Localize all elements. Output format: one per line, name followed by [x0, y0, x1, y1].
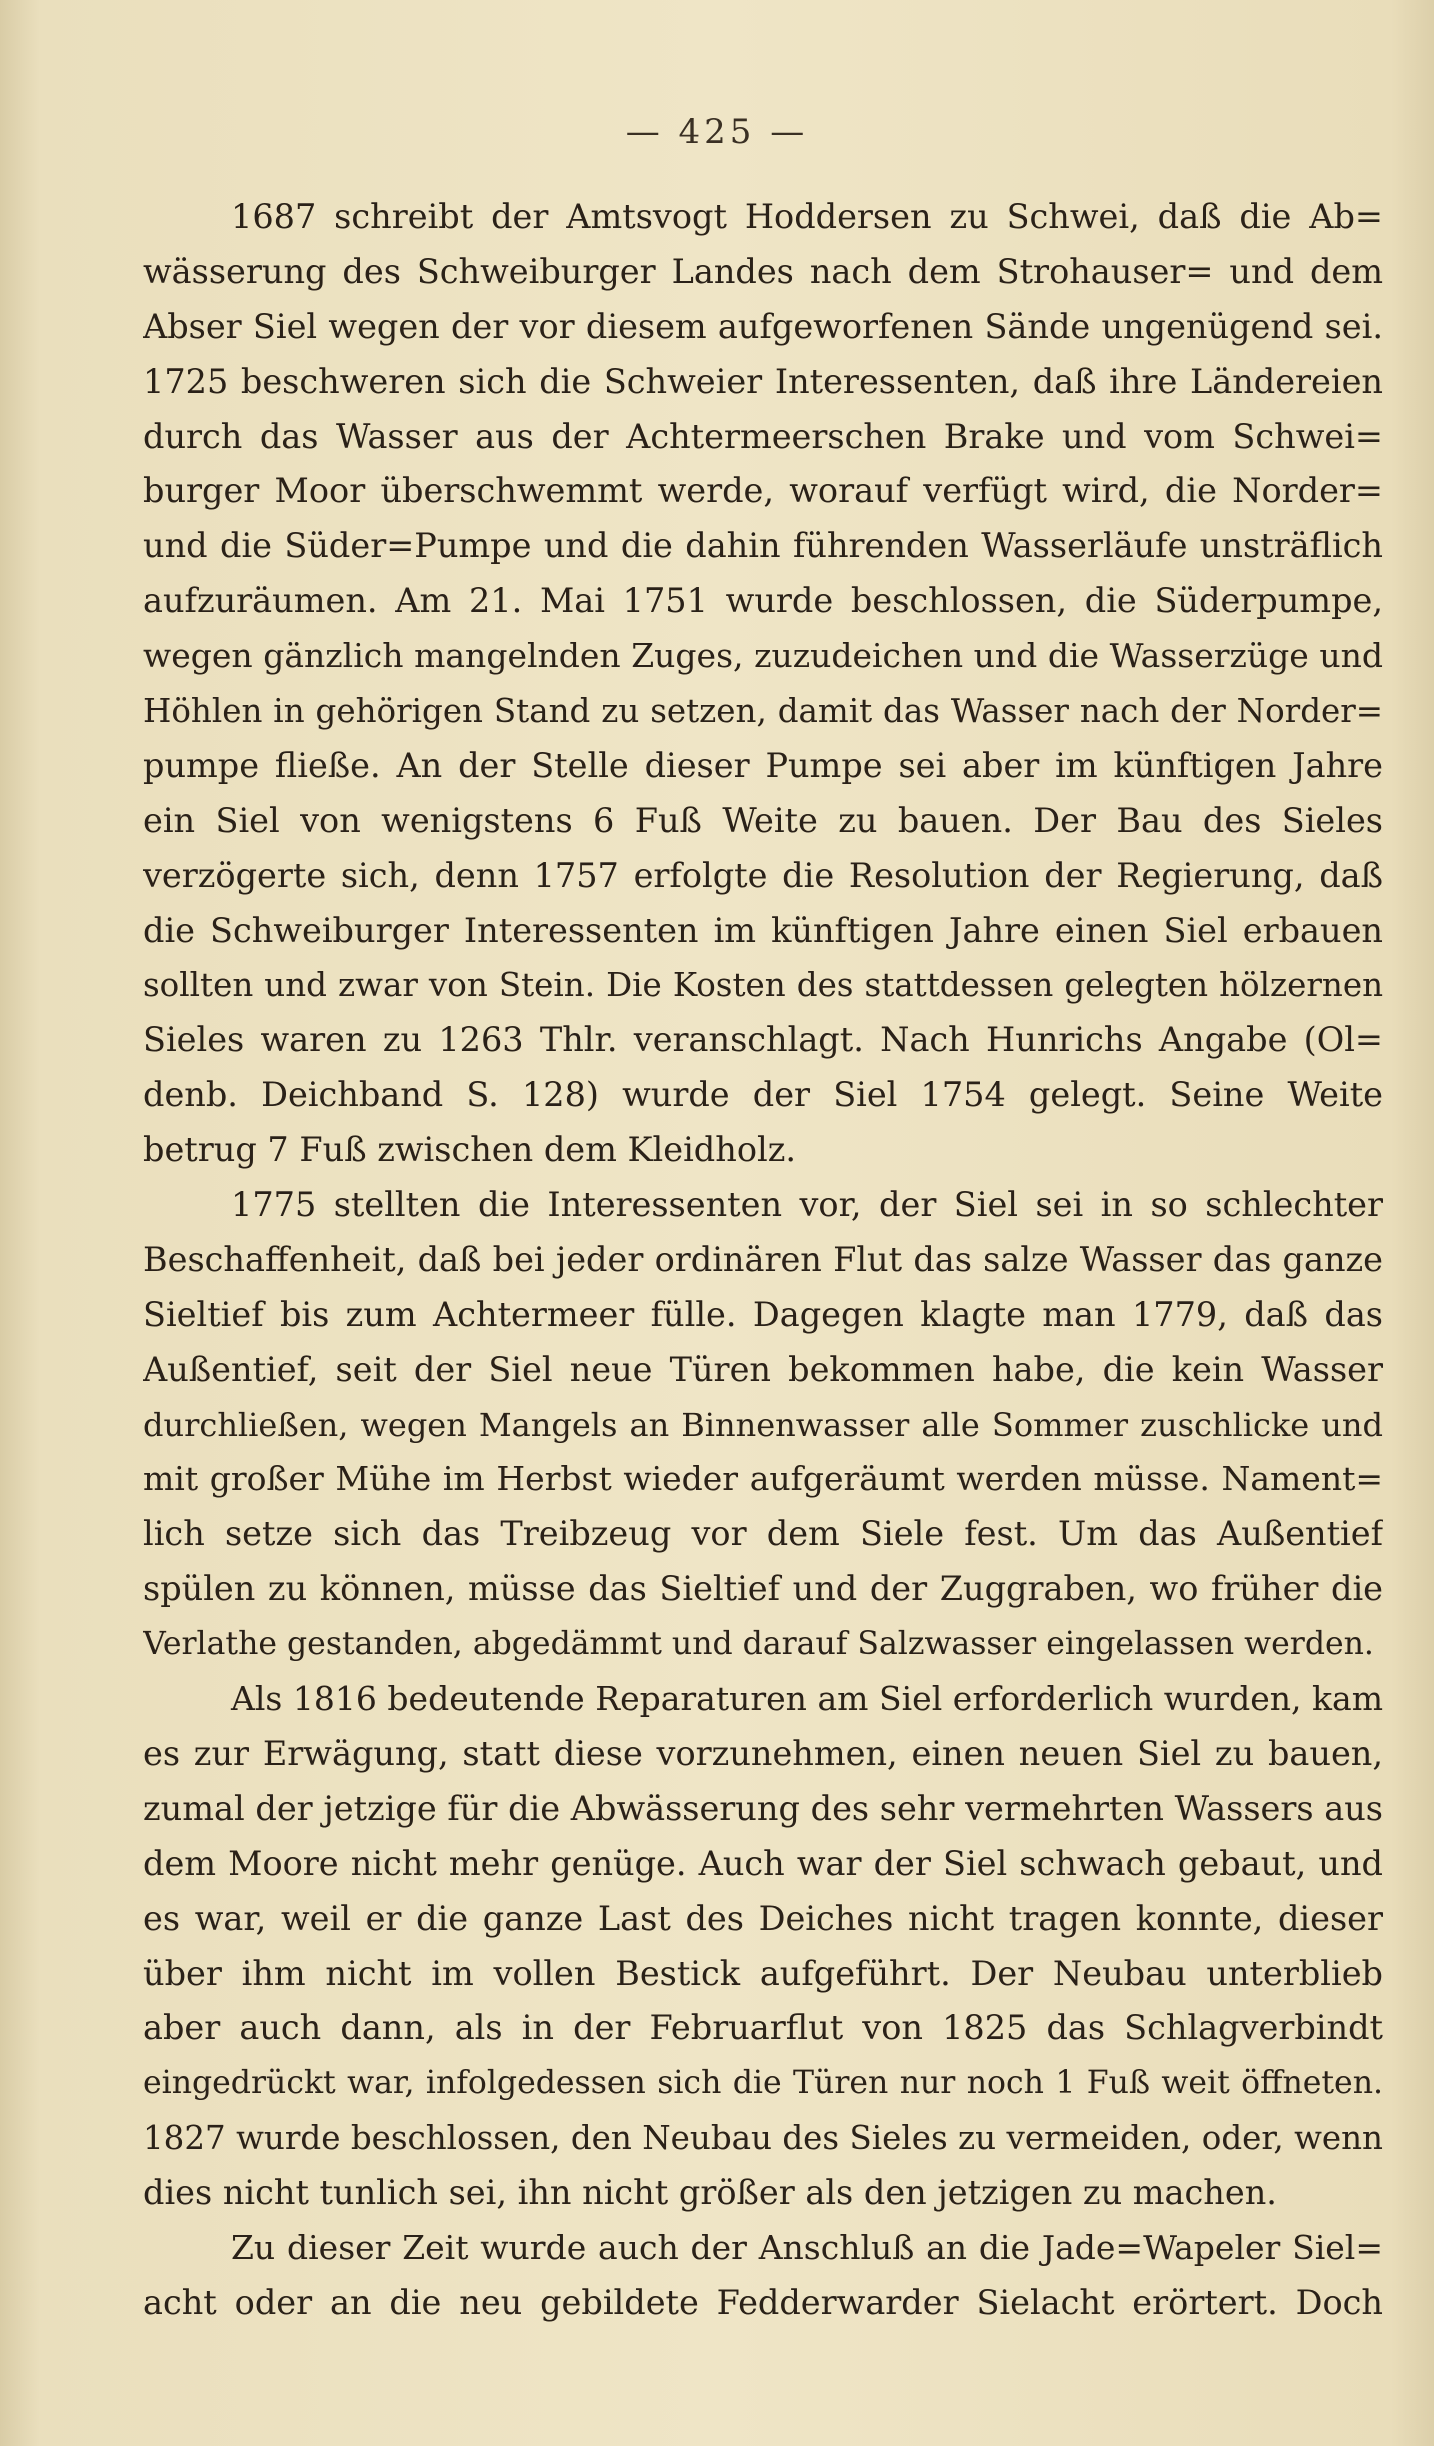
text-line: Außentief, seit der Siel neue Türen bekommen habe, die kein Wasser	[143, 1349, 1383, 1389]
text-line: spülen zu können, müsse das Sieltief und der Zuggraben, wo früher die	[143, 1569, 1383, 1609]
text-line: sollten und zwar von Stein. Die Kosten des stattdessen gelegten hölzernen	[143, 966, 1383, 1005]
text-line: dem Moore nicht mehr genüge. Auch war der Siel schwach gebaut, und	[143, 1843, 1383, 1883]
text-line: 1827 wurde beschlossen, den Neubau des Sieles zu vermeiden, oder, wenn	[143, 2119, 1383, 2158]
text-line: denb. Deichband S. 128) wurde der Siel 1754 gelegt. Seine Weite	[143, 1075, 1383, 1115]
text-line: es zur Erwägung, statt diese vorzunehmen, einen neuen Siel zu bauen,	[143, 1733, 1383, 1773]
text-line: Verlathe gestanden, abgedämmt und darauf Salzwasser eingelassen werden.	[143, 1626, 1374, 1663]
text-line: Höhlen in gehörigen Stand zu setzen, damit das Wasser nach der Norder=	[143, 692, 1383, 731]
text-line: Sieltief bis zum Achtermeer fülle. Dagegen klagte man 1779, daß das	[143, 1294, 1383, 1334]
text-line: pumpe fließe. An der Stelle dieser Pumpe sei aber im künftigen Jahre	[143, 745, 1383, 785]
text-line: und die Süder=Pumpe und die dahin führenden Wasserläufe unsträflich	[143, 526, 1383, 566]
page-number: — 425 —	[625, 112, 809, 152]
text-line: mit großer Mühe im Herbst wieder aufgeräumt werden müsse. Nament=	[143, 1459, 1383, 1499]
text-line: 1725 beschweren sich die Schweier Interessenten, daß ihre Ländereien	[143, 361, 1383, 401]
text-line: 1687 schreibt der Amtsvogt Hoddersen zu Schwei, daß die Ab=	[231, 197, 1383, 236]
text-line: wässerung des Schweiburger Landes nach dem Strohauser= und dem	[143, 251, 1383, 291]
text-line: burger Moor überschwemmt werde, worauf verfügt wird, die Norder=	[143, 471, 1383, 511]
text-line: dies nicht tunlich sei, ihn nicht größer als den jetzigen zu machen.	[143, 2173, 1277, 2213]
text-line: eingedrückt war, infolgedessen sich die Türen nur noch 1 Fuß weit öffneten.	[143, 2065, 1383, 2102]
text-line: aufzuräumen. Am 21. Mai 1751 wurde beschlossen, die Süderpumpe,	[143, 581, 1383, 621]
text-line: Zu dieser Zeit wurde auch der Anschluß an die Jade=Wapeler Siel=	[231, 2227, 1383, 2267]
text-line: durchließen, wegen Mangels an Binnenwasser alle Sommer zuschlicke und	[143, 1405, 1383, 1444]
text-line: verzögerte sich, denn 1757 erfolgte die Resolution der Regierung, daß	[143, 855, 1383, 895]
text-line: über ihm nicht im vollen Bestick aufgeführt. Der Neubau unterblieb	[143, 1953, 1383, 1993]
text-line: betrug 7 Fuß zwischen dem Kleidholz.	[143, 1130, 797, 1170]
text-line: lich setze sich das Treibzeug vor dem Siele fest. Um das Außentief	[143, 1514, 1383, 1554]
text-line: Als 1816 bedeutende Reparaturen am Siel erforderlich wurden, kam	[231, 1679, 1383, 1719]
page-body-text	[143, 190, 1383, 2331]
text-line: durch das Wasser aus der Achtermeerschen Brake und vom Schwei=	[143, 416, 1383, 456]
text-line: wegen gänzlich mangelnden Zuges, zuzudeichen und die Wasserzüge und	[143, 636, 1383, 676]
text-line: acht oder an die neu gebildete Fedderwarder Sielacht erörtert. Doch	[143, 2282, 1383, 2322]
text-line: zumal der jetzige für die Abwässerung des sehr vermehrten Wassers aus	[143, 1788, 1383, 1828]
text-line: aber auch dann, als in der Februarflut von 1825 das Schlagverbindt	[143, 2008, 1383, 2048]
text-line: Beschaffenheit, daß bei jeder ordinären Flut das salze Wasser das ganze	[143, 1239, 1383, 1279]
text-line: 1775 stellten die Interessenten vor, der Siel sei in so schlechter	[231, 1185, 1383, 1225]
text-line: es war, weil er die ganze Last des Deiches nicht tragen konnte, dieser	[143, 1898, 1383, 1938]
text-line: ein Siel von wenigstens 6 Fuß Weite zu bauen. Der Bau des Sieles	[143, 800, 1383, 840]
text-line: Abser Siel wegen der vor diesem aufgeworfenen Sände ungenügend sei.	[143, 306, 1383, 346]
text-line: Sieles waren zu 1263 Thlr. veranschlagt. Nach Hunrichs Angabe (Ol=	[143, 1020, 1383, 1060]
text-line: die Schweiburger Interessenten im künftigen Jahre einen Siel erbauen	[143, 910, 1383, 950]
